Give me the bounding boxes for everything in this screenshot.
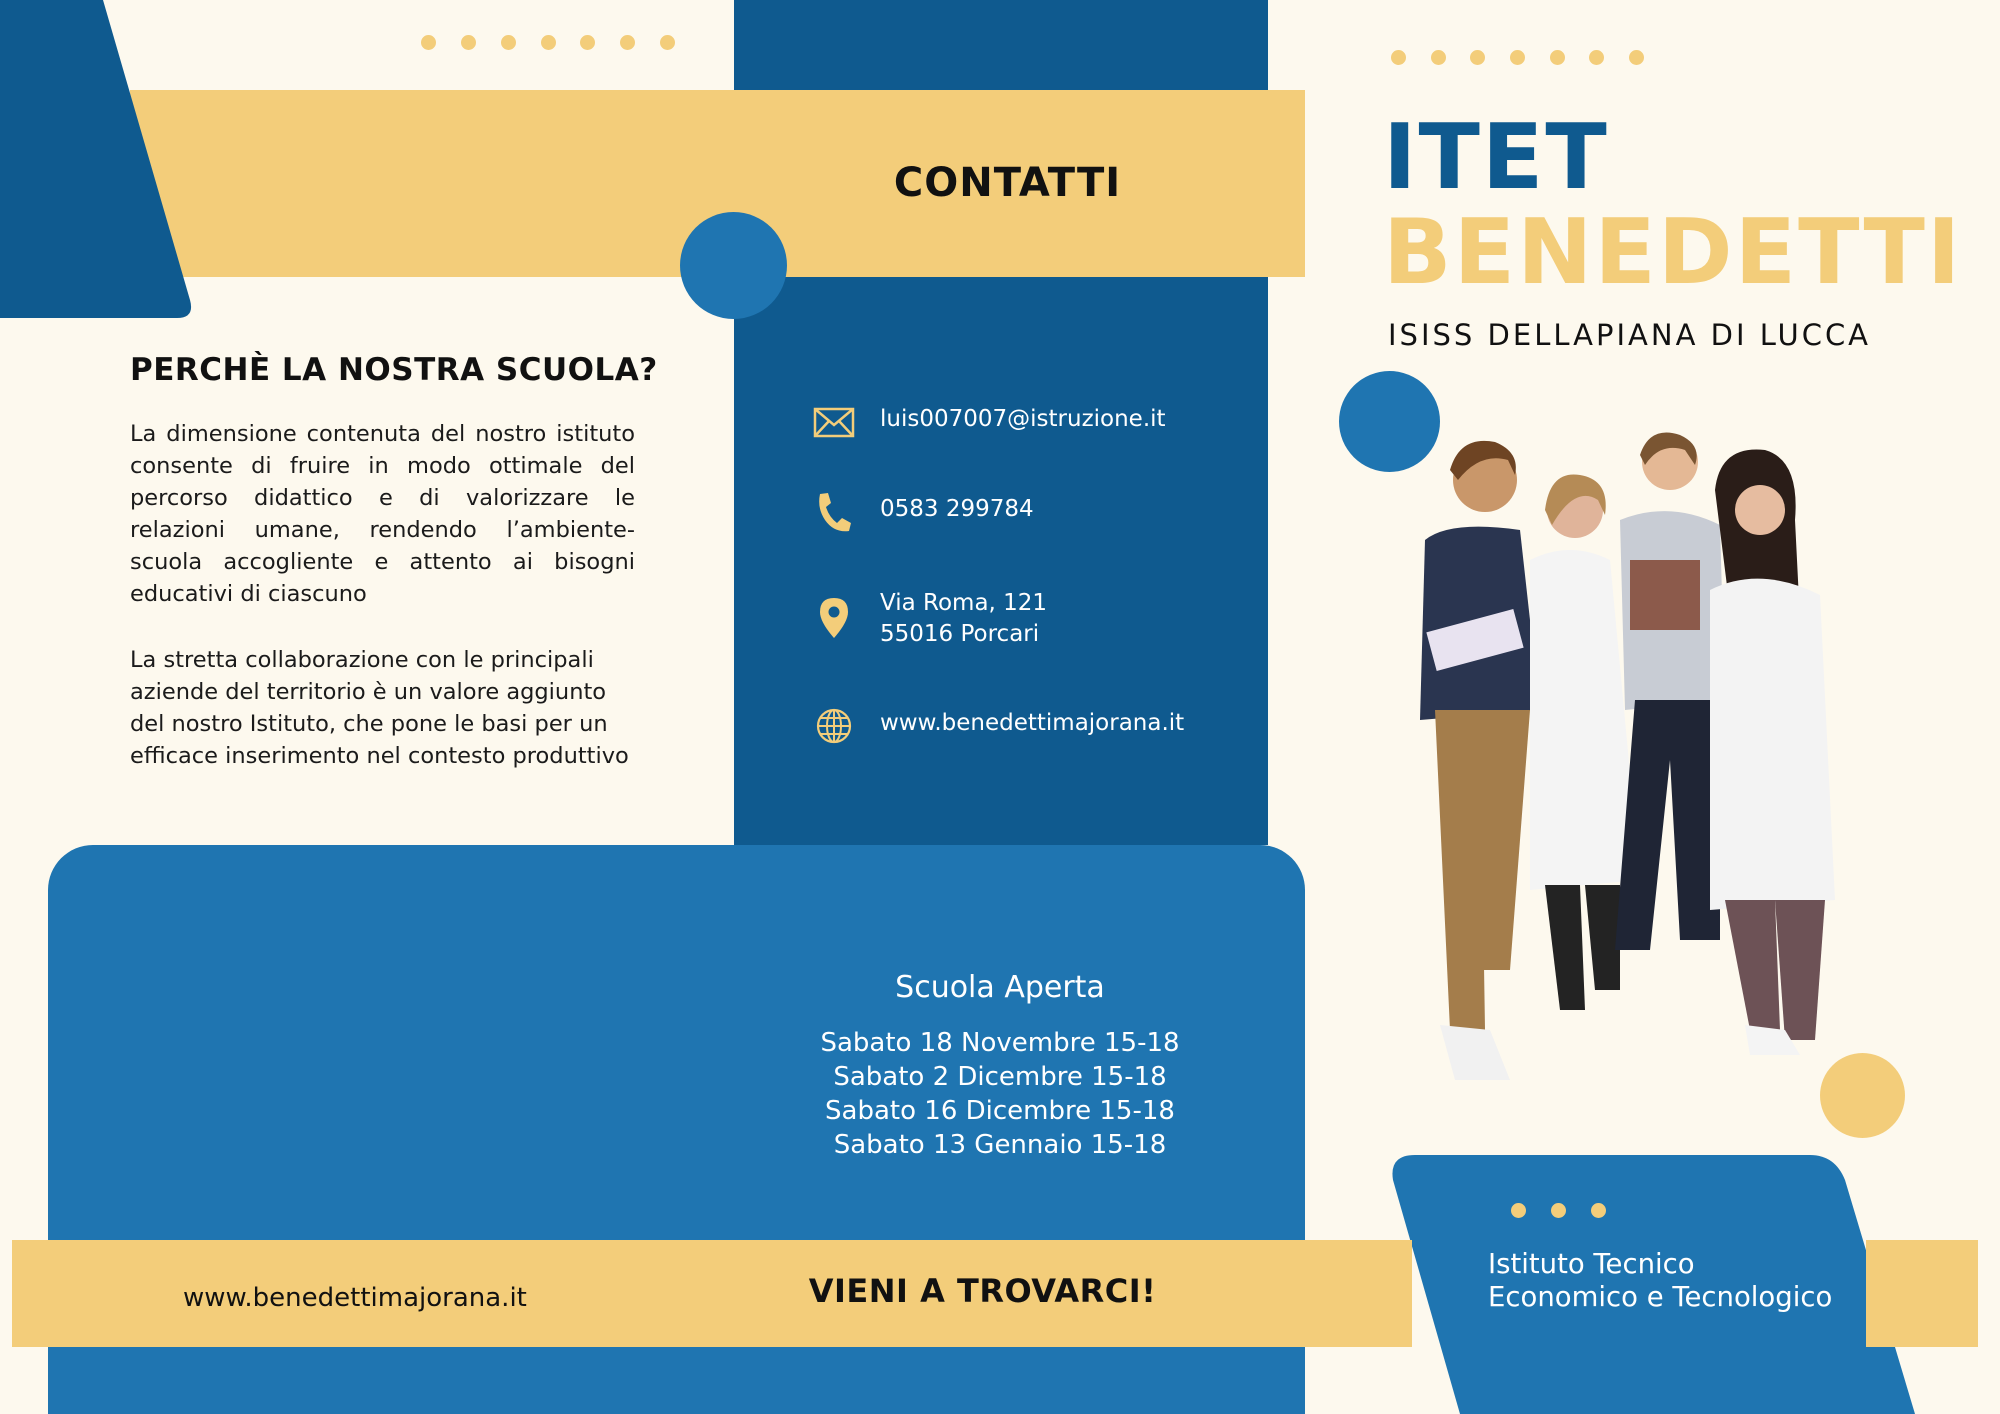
open-school-date: Sabato 18 Novembre 15-18 (820, 1028, 1180, 1058)
contact-phone[interactable]: 0583 299784 (880, 496, 1034, 522)
student-3 (1615, 433, 1725, 951)
footer-website[interactable]: www.benedettimajorana.it (183, 1283, 527, 1313)
address-street: Via Roma, 121 (880, 590, 1048, 616)
contacts-heading: CONTATTI (893, 160, 1122, 206)
contact-address (880, 588, 1047, 650)
tagline-line-2: Economico e Tecnologico (1488, 1281, 1833, 1313)
address-city: 55016 Porcari (880, 621, 1040, 647)
open-school-date: Sabato 13 Gennaio 15-18 (833, 1130, 1167, 1160)
footer-cta: VIENI A TROVARCI! (808, 1272, 1157, 1310)
why-paragraph-1: La dimensione contenuta del nostro istituto consente di fruire in modo ottimale del percorso didattico e di valorizzare le relazioni umane, rendendo l’ambiente-scuola accogliente e attento ai bisogni educativi di ciascuno (130, 421, 635, 607)
student-1 (1420, 441, 1540, 1080)
why-heading: PERCHÈ LA NOSTRA SCUOLA? (130, 352, 658, 388)
phone-icon (812, 490, 856, 534)
open-school-date: Sabato 2 Dicembre 15-18 (833, 1062, 1167, 1092)
student-4 (1710, 450, 1835, 1056)
contact-email[interactable]: luis007007@istruzione.it (880, 406, 1166, 432)
bottom-yellow-band-right (1866, 1240, 1978, 1347)
mail-icon (812, 400, 856, 444)
brand-subtitle: ISISS DELLAPIANA DI LUCCA (1388, 318, 1872, 352)
open-school-date: Sabato 16 Dicembre 15-18 (825, 1096, 1175, 1126)
students-photo (1380, 430, 1880, 1130)
brand-title-line-2: BENEDETTI (1383, 200, 1963, 305)
top-left-navy-shape (0, 0, 200, 320)
contacts-circle (680, 212, 787, 319)
tagline-line-1: Istituto Tecnico (1488, 1248, 1695, 1280)
open-school-title: Scuola Aperta (895, 970, 1105, 1005)
globe-icon (812, 704, 856, 748)
contact-website[interactable]: www.benedettimajorana.it (880, 710, 1185, 736)
location-pin-icon (812, 596, 856, 640)
brand-tagline (1488, 1248, 1832, 1314)
why-paragraph-2: La stretta collaborazione con le principali aziende del territorio è un valore aggiunto del nostro Istituto, che pone le basi per un efficace inserimento nel contesto produttivo (130, 647, 629, 769)
open-school-dates (760, 1026, 1240, 1162)
brand-title-line-1: ITET (1383, 105, 1609, 210)
